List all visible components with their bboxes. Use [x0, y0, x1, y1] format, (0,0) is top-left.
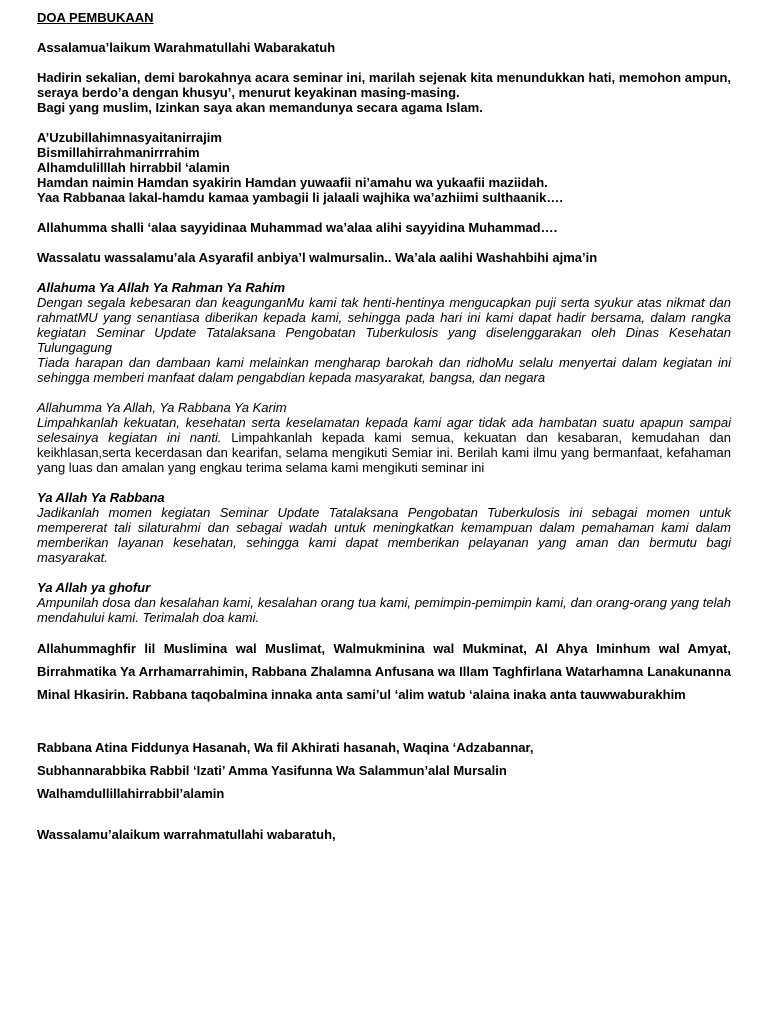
section-ya-allah-ya-rabbana	[37, 490, 731, 565]
section-paragraph: Tiada harapan dan dambaan kami melainkan mengharap barokah dan ridhoMu selalu menyertai dalam kegiatan ini sehingga memberi manfaat dalam pengabdian kepada masyarakat, bangsa, dan negara	[37, 355, 731, 385]
section-heading: Allahuma Ya Allah Ya Rahman Ya Rahim	[37, 280, 286, 295]
closing-line: Subhannarabbika Rabbil ‘Izati’ Amma Yasifunna Wa Salammun’alal Mursalin	[37, 763, 507, 778]
closing-line: Rabbana Atina Fiddunya Hasanah, Wa fil Akhirati hasanah, Waqina ‘Adzabannar,	[37, 740, 534, 755]
section-paragraph: Ampunilah dosa dan kesalahan kami, kesalahan orang tua kami, pemimpin-pemimpin kami, dan orang-orang yang telah mendahului kami. Terimalah doa kami.	[37, 595, 731, 625]
paragraph-italic-part: Limpahkanlah kekuatan, kesehatan serta keselamatan kepada kami agar tidak ada hambatan suatu apapun sampai selesainya kegiatan ini nanti.	[37, 415, 731, 445]
closing-line: Walhamdullillahirrabbil’alamin	[37, 786, 225, 801]
section-heading: Ya Allah ya ghofur	[37, 580, 151, 595]
wassalatu-line: Wassalatu wassalamu’ala Asyarafil anbiya’l walmursalin.. Wa’ala aalihi Washahbihi ajma’in	[37, 250, 598, 265]
opening-line: Alhamdulilllah hirrabbil ‘alamin	[37, 160, 230, 175]
paragraph-regular-part: Limpahkanlah kepada kami semua, kekuatan dan kesabaran, kemudahan dan keikhlasan,serta kecerdasan dan kearifan, selama mengikuti Semiar ini. Berilah kami ilmu yang bermanfaat, kefahaman yang luas dan amalan yang engkau terima selama kami mengikuti seminar ini	[37, 430, 731, 475]
section-paragraph	[37, 415, 731, 475]
closing-prayer-block	[37, 736, 731, 805]
final-salam: Wassalamu’alaikum warrahmatullahi wabaratuh,	[37, 827, 336, 842]
section-paragraph: Dengan segala kebesaran dan keagunganMu kami tak henti-hentinya mengucapkan puji serta syukur atas nikmat dan rahmatMU yang senantiasa diberikan kepada kami, sehingga pada hari ini kami dapat hadir bersama, dalam rangka kegiatan Seminar Update Tatalaksana Pengobatan Tuberkulosis yang diselenggarakan oleh Dinas Kesehatan Tulungagung	[37, 295, 731, 355]
intro-paragraph: Hadirin sekalian, demi barokahnya acara seminar ini, marilah sejenak kita menundukkan hati, memohon ampun, seraya berdo’a dengan khusyu’, menurut keyakinan masing-masing.	[37, 70, 731, 100]
opening-line: Yaa Rabbanaa lakal-hamdu kamaa yambagii li jalaali wajhika wa’azhiimi sulthaanik….	[37, 190, 563, 205]
allahummaghfir-paragraph: Allahummaghfir lil Muslimina wal Muslimat, Walmukminina wal Mukminat, Al Ahya Iminhum wal Amyat, Birrahmatika Ya Arrhamarrahimin, Rabbana Zhalamna Anfusana wa Illam Taghfirlana Watarhamna Lanakunanna Minal Hkasirin. Rabbana taqobalmina innaka anta sami’ul ‘alim watub ‘alaina inaka anta tauwwaburakhim	[37, 641, 731, 702]
section-rahman-rahim	[37, 280, 731, 385]
opening-line: Bismillahirrahmanirrrahim	[37, 145, 200, 160]
section-heading: Allahumma Ya Allah, Ya Rabbana Ya Karim	[37, 400, 287, 415]
section-rabbana-karim	[37, 400, 731, 475]
section-ya-allah-ghofur	[37, 580, 731, 625]
shalawat-line: Allahumma shalli ‘alaa sayyidinaa Muhammad wa’alaa alihi sayyidina Muhammad….	[37, 220, 558, 235]
intro-guidance: Bagi yang muslim, Izinkan saya akan memandunya secara agama Islam.	[37, 100, 483, 115]
opening-salam: Assalamua’laikum Warahmatullahi Wabarakatuh	[37, 40, 336, 55]
section-heading: Ya Allah Ya Rabbana	[37, 490, 165, 505]
document-page	[37, 10, 731, 842]
opening-line: Hamdan naimin Hamdan syakirin Hamdan yuwaafii ni’amahu wa yukaafii maziidah.	[37, 175, 548, 190]
opening-line: A’Uzubillahimnasyaitanirrajim	[37, 130, 222, 145]
opening-prayer-block	[37, 130, 731, 205]
section-paragraph: Jadikanlah momen kegiatan Seminar Update Tatalaksana Pengobatan Tuberkulosis ini sebagai momen untuk mempererat tali silaturahmi dan sebagai wadah untuk meningkatkan kemampuan dalam pemahaman kami dalam memberikan layanan kesehatan, sehingga kami dapat memberikan pelayanan yang aman dan bermutu bagi masyarakat.	[37, 505, 731, 565]
document-title: DOA PEMBUKAAN	[37, 10, 154, 25]
